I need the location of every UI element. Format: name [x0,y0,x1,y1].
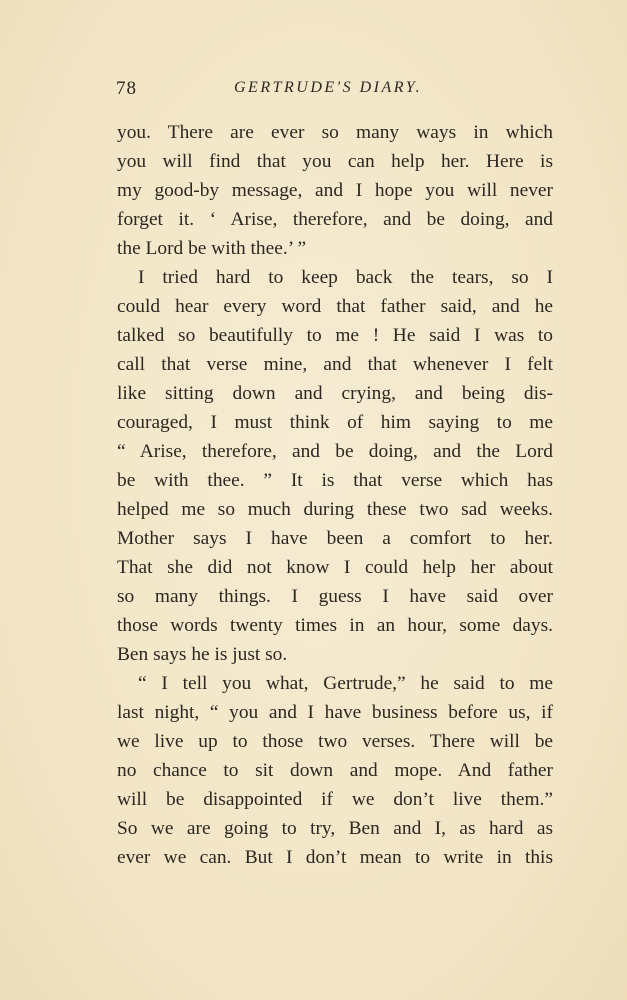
text-line: Mother says I have been a comfort to her. [117,528,553,549]
text-line: ever we can. But I don’t mean to write in this [117,847,553,868]
text-line: last night, “ you and I have business before us, if [117,702,553,723]
text-line: call that verse mine, and that whenever I felt [117,354,553,375]
text-line: So we are going to try, Ben and I, as hard as [117,818,553,839]
text-line: the Lord be with thee.’ ” [117,238,307,259]
text-line: my good-by message, and I hope you will never [117,180,553,201]
text-line: could hear every word that father said, and he [117,296,553,317]
text-line: no chance to sit down and mope. And father [117,760,553,781]
text-line: will be disappointed if we don’t live them.” [117,789,553,810]
text-line: Ben says he is just so. [117,644,288,665]
text-line: couraged, I must think of him saying to me [117,412,553,433]
text-line: those words twenty times in an hour, some days. [117,615,553,636]
text-line: so many things. I guess I have said over [117,586,553,607]
text-line: forget it. ‘ Arise, therefore, and be doing, and [117,209,553,230]
running-head: GERTRUDE'S DIARY. [234,79,423,96]
text-line: helped me so much during these two sad weeks. [117,499,553,520]
text-line: That she did not know I could help her about [117,557,553,578]
text-line: “ Arise, therefore, and be doing, and the Lord [117,441,553,462]
text-line: you. There are ever so many ways in which [117,122,553,143]
text-line: you will find that you can help her. Here is [117,151,553,172]
paragraph-start-line: I tried hard to keep back the tears, so I [138,267,553,288]
page-header [116,78,556,104]
paragraph-start-line: “ I tell you what, Gertrude,” he said to me [138,673,553,694]
page-number: 78 [116,78,137,99]
text-line: talked so beautifully to me ! He said I was to [117,325,553,346]
text-line: like sitting down and crying, and being dis- [117,383,553,404]
text-line: be with thee. ” It is that verse which has [117,470,553,491]
body-text [117,118,553,872]
text-line: we live up to those two verses. There will be [117,731,553,752]
